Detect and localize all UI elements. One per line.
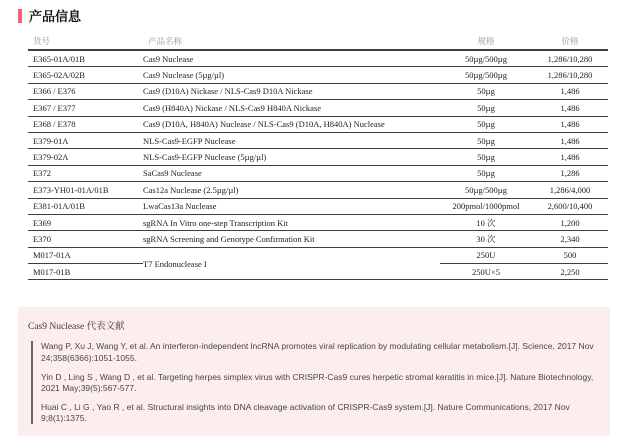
cell-spec: 200pmol/1000pmol: [440, 198, 532, 214]
cell-spec: 50µg/500µg: [440, 50, 532, 67]
cell-catalog-number: M017-01A: [28, 247, 143, 263]
table-header-row: [28, 33, 608, 50]
column-header-price: 价格: [532, 33, 608, 50]
cell-product-name: Cas9 Nuclease: [143, 50, 440, 67]
cell-product-name: Cas9 (H840A) Nickase / NLS-Cas9 H840A Nickase: [143, 100, 440, 116]
table-row: [28, 165, 608, 181]
cell-price: 1,486: [532, 100, 608, 116]
table-row: [28, 231, 608, 247]
table-row: [28, 198, 608, 214]
reference-item: Huai C , Li G , Yao R , et al. Structural insights into DNA cleavage activation of CRISPR-Cas9 system.[J]. Nature Communications, 2017 Nov 9;8(1):1375.: [41, 401, 570, 423]
cell-product-name: NLS-Cas9-EGFP Nuclease: [143, 132, 440, 148]
column-header-spec: 规格: [440, 33, 532, 50]
cell-product-name: Cas9 (D10A, H840A) Nuclease / NLS-Cas9 (D10A, H840A) Nuclease: [143, 116, 440, 132]
cell-catalog-number: E366 / E376: [28, 83, 143, 99]
cell-price: 2,250: [532, 264, 608, 280]
table-row: [28, 149, 608, 165]
cell-spec: 50µg: [440, 149, 532, 165]
table-row: [28, 67, 608, 83]
cell-product-name: NLS-Cas9-EGFP Nuclease (5µg/µl): [143, 149, 440, 165]
cell-spec: 50µg: [440, 165, 532, 181]
table-row: [28, 83, 608, 99]
cell-spec: 50µg: [440, 116, 532, 132]
cell-catalog-number: E373-YH01-01A/01B: [28, 182, 143, 198]
reference-item: Wang P, Xu J, Wang Y, et al. An interferon-independent lncRNA promotes viral replication by modulating cellular metabolism.[J]. Science, 2017 Nov 24;358(6366):1051-1055.: [41, 341, 594, 363]
cell-price: 1,486: [532, 149, 608, 165]
cell-price: 1,286/10,280: [532, 50, 608, 67]
cell-catalog-number: E367 / E377: [28, 100, 143, 116]
cell-price: 1,486: [532, 83, 608, 99]
cell-product-name: Cas9 (D10A) Nickase / NLS-Cas9 D10A Nickase: [143, 83, 440, 99]
cell-catalog-number: E369: [28, 214, 143, 230]
table-row: [28, 50, 608, 67]
cell-product-name-merged: T7 Endonuclease I: [143, 247, 440, 280]
cell-spec: 50µg: [440, 83, 532, 99]
column-header-product-name: 产品名称: [143, 33, 440, 50]
cell-price: 1,286: [532, 165, 608, 181]
cell-spec: 250U: [440, 247, 532, 263]
cell-catalog-number: E379-02A: [28, 149, 143, 165]
references-heading: Cas9 Nuclease 代表文献: [28, 322, 125, 333]
table-row: [28, 116, 608, 132]
cell-spec: 50µg: [440, 132, 532, 148]
cell-catalog-number: E365-01A/01B: [28, 50, 143, 67]
page-title: 产品信息: [29, 9, 82, 24]
page-header: [18, 6, 628, 25]
cell-price: 500: [532, 247, 608, 263]
cell-spec: 30 次: [440, 231, 532, 247]
cell-price: 1,200: [532, 214, 608, 230]
cell-price: 2,600/10,400: [532, 198, 608, 214]
table-row: [28, 100, 608, 116]
reference-item: Yin D , Ling S , Wang D , et al. Targeting herpes simplex virus with CRISPR-Cas9 cures herpetic stromal keratitis in mice.[J]. Nature Biotechnology, 2021 May;39(5):567-577.: [41, 371, 594, 393]
cell-product-name: SaCas9 Nuclease: [143, 165, 440, 181]
cell-catalog-number: E379-01A: [28, 132, 143, 148]
table-row: [28, 247, 608, 263]
references-list: [31, 341, 594, 423]
cell-price: 1,286/10,280: [532, 67, 608, 83]
cell-catalog-number: M017-01B: [28, 264, 143, 280]
table-row: [28, 182, 608, 198]
table-row: [28, 214, 608, 230]
cell-price: 1,286/4,000: [532, 182, 608, 198]
cell-price: 1,486: [532, 132, 608, 148]
cell-price: 2,340: [532, 231, 608, 247]
product-table: [28, 33, 608, 280]
cell-catalog-number: E381-01A/01B: [28, 198, 143, 214]
column-header-catalog-number: 货号: [28, 33, 143, 50]
cell-spec: 10 次: [440, 214, 532, 230]
cell-catalog-number: E372: [28, 165, 143, 181]
title-accent-bar: [18, 9, 22, 23]
cell-product-name: LwaCas13a Nuclease: [143, 198, 440, 214]
cell-catalog-number: E365-02A/02B: [28, 67, 143, 83]
cell-product-name: sgRNA Screening and Genotype Confirmation Kit: [143, 231, 440, 247]
cell-product-name: sgRNA In Vitro one-step Transcription Kit: [143, 214, 440, 230]
cell-catalog-number: E370: [28, 231, 143, 247]
cell-product-name: Cas12a Nuclease (2.5µg/µl): [143, 182, 440, 198]
cell-price: 1,486: [532, 116, 608, 132]
cell-spec: 250U×5: [440, 264, 532, 280]
references-panel: [18, 307, 610, 435]
table-row: [28, 132, 608, 148]
cell-catalog-number: E368 / E378: [28, 116, 143, 132]
cell-spec: 50µg: [440, 100, 532, 116]
cell-spec: 50µg/500µg: [440, 182, 532, 198]
cell-product-name: Cas9 Nuclease (5µg/µl): [143, 67, 440, 83]
cell-spec: 50µg/500µg: [440, 67, 532, 83]
